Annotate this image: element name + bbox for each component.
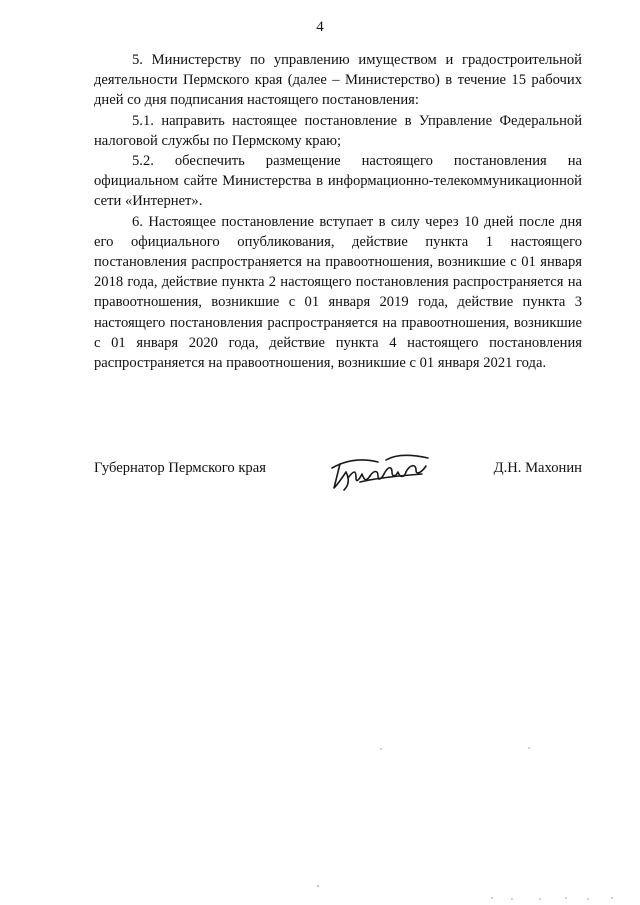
signatory-name: Д.Н. Махонин — [493, 460, 582, 476]
signatory-title: Губернатор Пермского края — [94, 460, 266, 476]
paragraph-5-2: 5.2. обеспечить размещение настоящего постановления на официальном сайте Министерства в информационно-телекоммуникационной сети «Интернет». — [94, 153, 582, 210]
paragraph-5-1: 5.1. направить настоящее постановление в Управление Федеральной налоговой службы по Пермскому краю; — [94, 112, 582, 149]
paragraph-5: 5. Министерству по управлению имуществом и градостроительной деятельности Пермского края (далее – Министерство) в течение 15 рабочих дней со дня подписания настоящего постановления: — [94, 52, 582, 109]
paragraph-6: 6. Настоящее постановление вступает в силу через 10 дней после дня его официального опубликования, действие пункта 1 настоящего постановления распространяется на правоотношения, возникшие с 01 января 2018 года, действие пункта 2 настоящего постановления распространяется на правоотношения, возникшие с 01 января 2019 года, действие пункта 3 настоящего постановления распространяется на правоотношения, возникшие с 01 января 2020 года, действие пункта 4 настоящего постановления распространяется на правоотношения, возникшие с 01 января 2021 года. — [94, 213, 582, 372]
document-body — [94, 50, 582, 373]
handwritten-signature — [326, 448, 436, 494]
page-number: 4 — [316, 19, 324, 35]
signature-block — [94, 448, 582, 496]
